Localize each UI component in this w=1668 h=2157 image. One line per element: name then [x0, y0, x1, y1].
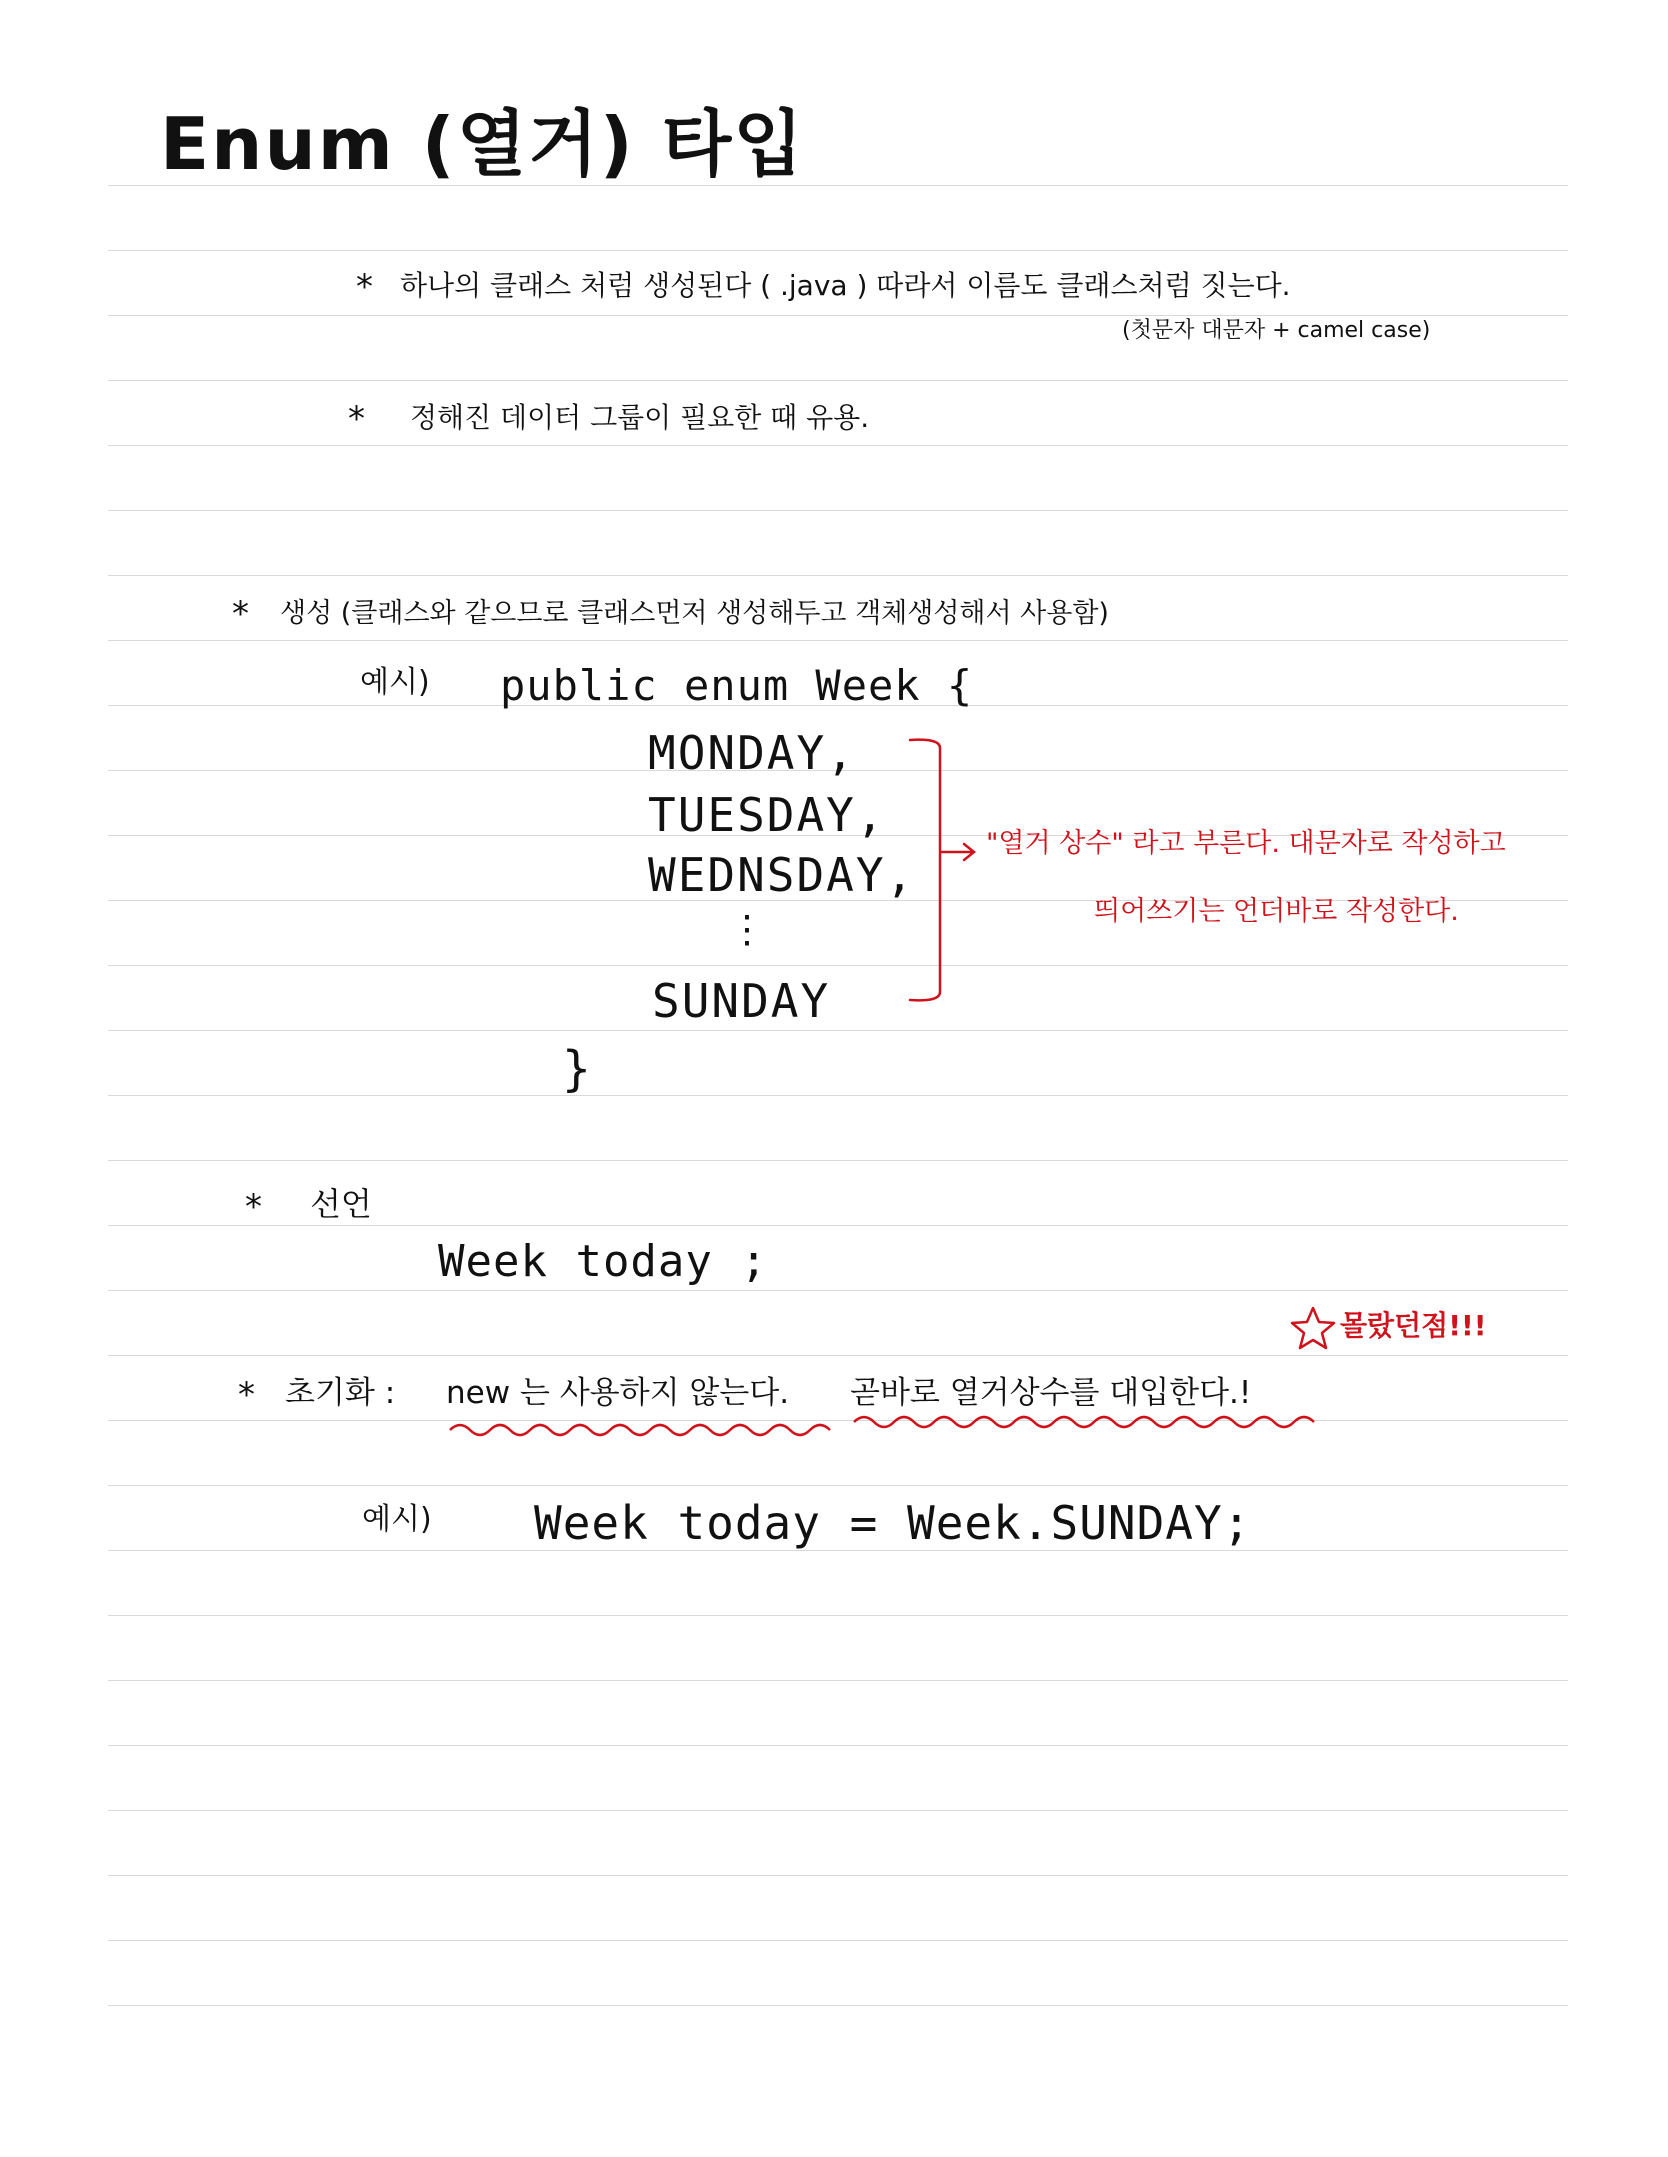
enum-declaration-open: public enum Week {: [500, 661, 974, 710]
creation-heading: 생성 (클래스와 같으므로 클래스먼저 생성해두고 객체생성해서 사용함): [280, 598, 1109, 629]
initialization-code: Week today = Week.SUNDAY;: [534, 1496, 1252, 1550]
page-title: Enum (열거) 타입: [160, 102, 805, 186]
initialization-example-label: 예시): [362, 1502, 432, 1537]
enum-constant-ellipsis: ⋮: [728, 907, 767, 951]
declaration-code: Week today ;: [438, 1236, 768, 1287]
wavy-underline-2: [852, 1410, 1332, 1434]
initialization-heading: 초기화 :: [285, 1375, 396, 1411]
enum-declaration-close: }: [562, 1041, 592, 1097]
bullet-marker-2: *: [348, 399, 365, 439]
enum-constant-wednsday: WEDNSDAY,: [648, 848, 916, 902]
bullet-marker-1: *: [356, 267, 373, 307]
initialization-assign-constant: 곧바로 열거상수를 대입한다.!: [850, 1375, 1252, 1411]
star-icon: [1290, 1305, 1336, 1351]
arrow-right-icon: [940, 840, 980, 864]
enum-constant-tuesday: TUESDAY,: [648, 788, 886, 842]
initialization-no-new: new 는 사용하지 않는다.: [446, 1375, 790, 1411]
creation-example-label: 예시): [360, 665, 430, 700]
enum-constants-note-line2: 띄어쓰기는 언더바로 작성한다.: [1094, 896, 1459, 927]
constants-bracket: [900, 730, 960, 1010]
bullet-marker-creation: *: [232, 594, 249, 634]
bullet-marker-initialization: *: [238, 1375, 255, 1415]
did-not-know-note: 몰랐던점!!!: [1340, 1309, 1487, 1342]
wavy-underline-1: [448, 1418, 848, 1442]
bullet-class-like-naming: 하나의 클래스 처럼 생성된다 ( .java ) 따라서 이름도 클래스처럼 짓는다.: [400, 269, 1291, 302]
bullet-marker-declaration: *: [245, 1187, 262, 1227]
bullet-data-group-useful: 정해진 데이터 그룹이 필요한 때 유용.: [410, 401, 870, 434]
enum-constant-monday: MONDAY,: [648, 726, 856, 780]
enum-constant-sunday: SUNDAY: [652, 974, 831, 1028]
declaration-heading: 선언: [310, 1185, 372, 1223]
enum-constants-note-line1: "열거 상수" 라고 부른다. 대문자로 작성하고: [986, 828, 1506, 859]
bullet-naming-note: (첫문자 대문자 + camel case): [1122, 318, 1431, 343]
